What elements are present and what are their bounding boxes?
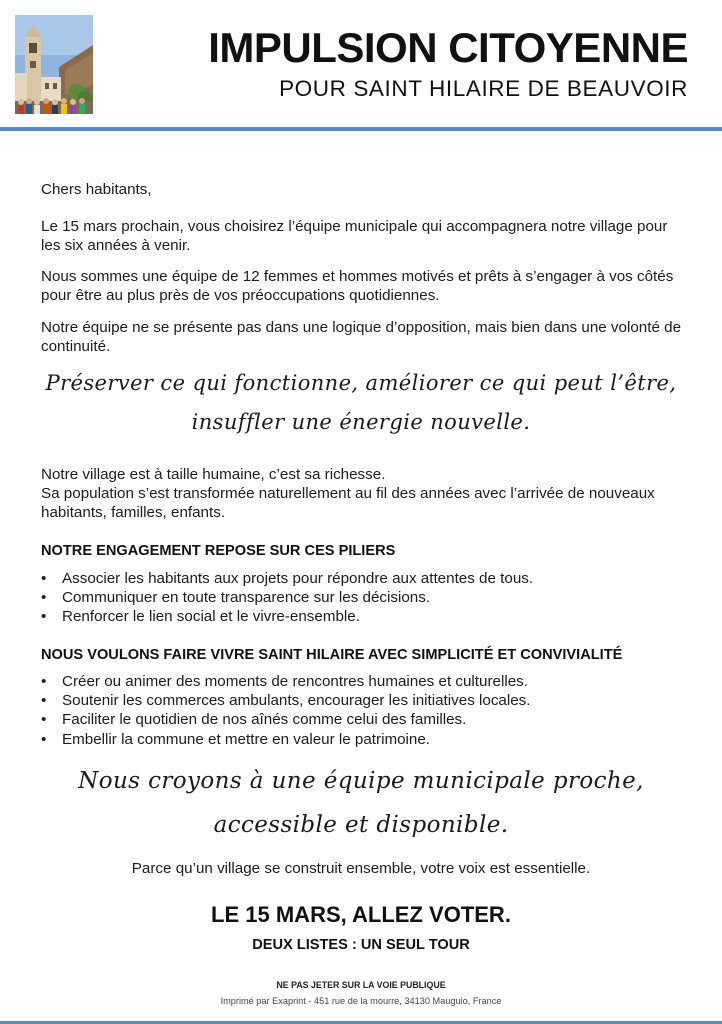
bullet-icon: • bbox=[41, 692, 47, 710]
section-heading-piliers: NOTRE ENGAGEMENT REPOSE SUR CES PILIERS bbox=[41, 543, 396, 559]
quote-team-line2: accessible et disponible. bbox=[213, 812, 509, 838]
footer-printer: Imprimé par Exaprint - 451 rue de la mourre, 34130 Mauguio, France bbox=[220, 996, 502, 1006]
list-item: • Communiquer en toute transparence sur les décisions. bbox=[41, 589, 431, 607]
paragraph-village: Notre village est à taille humaine, c’est sa richesse. bbox=[41, 466, 386, 483]
bullet-icon: • bbox=[41, 730, 47, 748]
list-item: • Créer ou animer des moments de rencontres humaines et culturelles. bbox=[41, 673, 528, 690]
footer-note: NE PAS JETER SUR LA VOIE PUBLIQUE bbox=[276, 980, 446, 990]
paragraph-team: Nous sommes une équipe de 12 femmes et hommes motivés et prêts à s’engager à vos côtés pour être au plus près de vos préoccupations quotidiennes. bbox=[41, 268, 674, 304]
greeting: Chers habitants, bbox=[41, 181, 152, 198]
village-church-photo bbox=[15, 15, 93, 114]
quote-preserve-line2: insuffler une énergie nouvelle. bbox=[191, 410, 531, 434]
paragraph-election: Le 15 mars prochain, vous choisirez l’équipe municipale qui accompagnera notre village pour les six années à venir. bbox=[41, 218, 668, 254]
paragraph-population: Sa population s’est transformée naturellement au fil des années avec l’arrivée de nouveaux habitants, familles, enfants. bbox=[41, 485, 655, 521]
page-title: IMPULSION CITOYENNE bbox=[208, 24, 688, 71]
list-item: • Embellir la commune et mettre en valeur le patrimoine. bbox=[41, 730, 431, 748]
section-heading-vivre: NOUS VOULONS FAIRE VIVRE SAINT HILAIRE AVEC SIMPLICITÉ ET CONVIVIALITÉ bbox=[41, 647, 623, 663]
list-item: • Renforcer le lien social et le vivre-ensemble. bbox=[41, 608, 360, 626]
bullet-icon: • bbox=[41, 570, 47, 587]
call-to-action: LE 15 MARS, ALLEZ VOTER. bbox=[211, 902, 511, 927]
quote-preserve-line1: Préserver ce qui fonctionne, améliorer ce qui peut l’être, bbox=[45, 371, 677, 395]
bullet-icon: • bbox=[41, 589, 47, 607]
closing-text: Parce qu’un village se construit ensemble, votre voix est essentielle. bbox=[131, 860, 591, 877]
call-to-action-subtitle: DEUX LISTES : UN SEUL TOUR bbox=[252, 937, 470, 953]
list-vivre bbox=[41, 672, 531, 749]
bullet-icon: • bbox=[41, 711, 47, 729]
list-item: • Associer les habitants aux projets pour répondre aux attentes de tous. bbox=[41, 570, 534, 587]
list-item: • Faciliter le quotidien de nos aînés comme celui des familles. bbox=[41, 711, 467, 729]
bullet-icon: • bbox=[41, 608, 47, 626]
page-subtitle: POUR SAINT HILAIRE DE BEAUVOIR bbox=[279, 76, 688, 101]
list-piliers bbox=[41, 569, 533, 627]
list-item: • Soutenir les commerces ambulants, encourager les initiatives locales. bbox=[41, 692, 531, 710]
header-divider bbox=[0, 127, 722, 131]
church-tower-image bbox=[15, 15, 93, 114]
quote-team-line1: Nous croyons à une équipe municipale proche, bbox=[78, 768, 644, 794]
bullet-icon: • bbox=[41, 673, 47, 690]
header bbox=[0, 0, 722, 128]
paragraph-continuity: Notre équipe ne se présente pas dans une logique d’opposition, mais bien dans une volonté de continuité. bbox=[41, 319, 682, 355]
